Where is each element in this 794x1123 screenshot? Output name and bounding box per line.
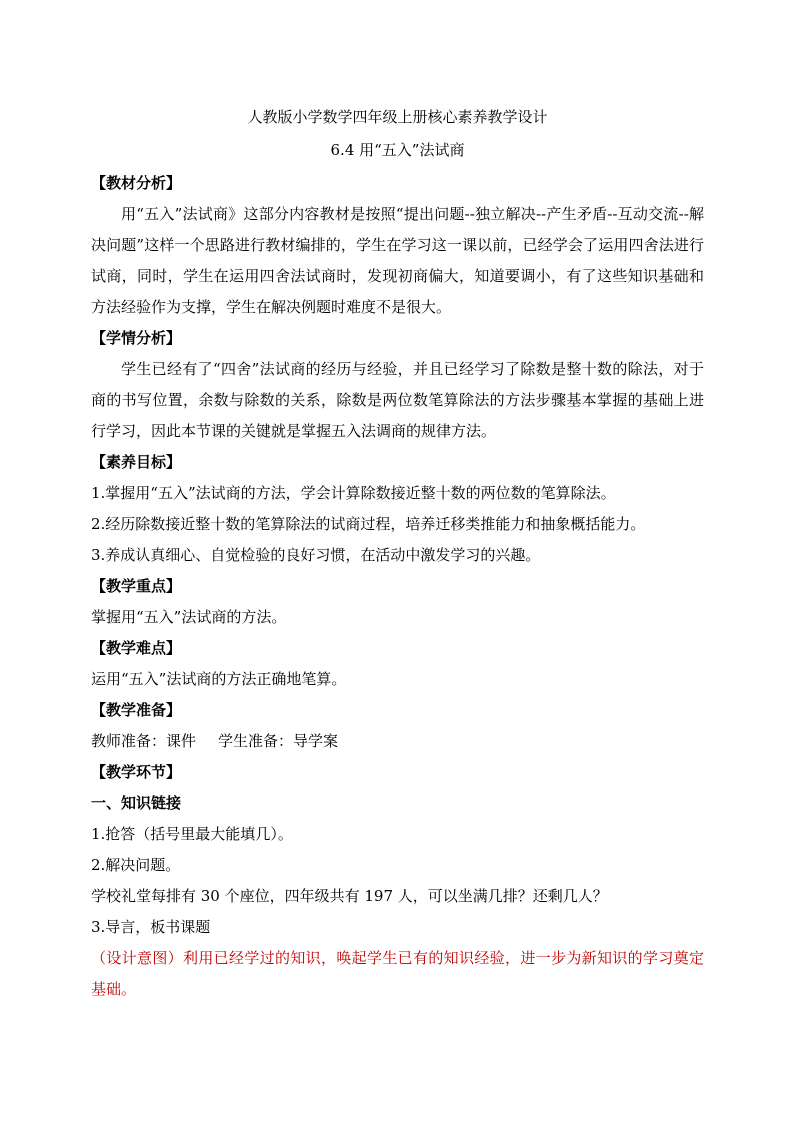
document-body — [91, 101, 704, 1005]
section-heading-prep: 【教学准备】 — [91, 701, 182, 719]
key-text: 掌握用“五入”法试商的方法。 — [91, 608, 287, 626]
section-heading-analysis: 【教材分析】 — [91, 174, 182, 192]
goal-item: 3.养成认真细心、自觉检验的良好习惯，在活动中激发学习的兴趣。 — [91, 546, 541, 564]
section-heading-key: 【教学重点】 — [91, 577, 182, 595]
section-heading-difficulty: 【教学难点】 — [91, 639, 182, 657]
analysis-paragraph: 用“五入”法试商》这部分内容教材是按照“提出问题--独立解决--产生矛盾--互动交流--解决问题”这样一个思路进行教材编排的，学生在学习这一课以前，已经学会了运用四舍法进行试商，同时，学生在运用四舍法试商时，发现初商偏大，知道要调小，有了这些知识基础和方法经验作为支撑，学生在解决例题时难度不是很大。 — [91, 205, 704, 316]
list-item: 2.解决问题。 — [91, 856, 181, 874]
list-item: 1.抢答（括号里最大能填几）。 — [91, 825, 293, 843]
difficulty-text: 运用“五入”法试商的方法正确地笔算。 — [91, 670, 347, 688]
prep-teacher: 教师准备：课件 — [91, 732, 197, 750]
student-paragraph: 学生已经有了“四舍”法试商的经历与经验，并且已经学习了除数是整十数的除法，对于商的书写位置，余数与除数的关系，除数是两位数笔算除法的方法步骤基本掌握的基础上进行学习，因此本节课的关键就是掌握五入法调商的规律方法。 — [91, 360, 704, 440]
goal-item: 2.经历除数接近整十数的笔算除法的试商过程，培养迁移类推能力和抽象概括能力。 — [91, 515, 646, 533]
section-heading-student: 【学情分析】 — [91, 329, 182, 347]
design-intent-note: （设计意图）利用已经学过的知识，唤起学生已有的知识经验，进一步为新知识的学习奠定基础。 — [91, 949, 704, 998]
part-heading-knowledge-link: 一、知识链接 — [91, 794, 182, 812]
goal-item: 1.掌握用“五入”法试商的方法，学会计算除数接近整十数的两位数的笔算除法。 — [91, 484, 616, 502]
section-heading-goals: 【素养目标】 — [91, 453, 182, 471]
document-title: 人教版小学数学四年级上册核心素养教学设计 — [247, 108, 548, 126]
problem-text: 学校礼堂每排有 30 个座位，四年级共有 197 人，可以坐满几排？还剩几人？ — [91, 887, 608, 905]
document-subtitle: 6.4 用“五入”法试商 — [330, 141, 465, 159]
prep-student: 学生准备：导学案 — [218, 732, 339, 750]
list-item: 3.导言，板书课题 — [91, 918, 211, 936]
prep-line — [91, 726, 704, 757]
section-heading-steps: 【教学环节】 — [91, 763, 182, 781]
